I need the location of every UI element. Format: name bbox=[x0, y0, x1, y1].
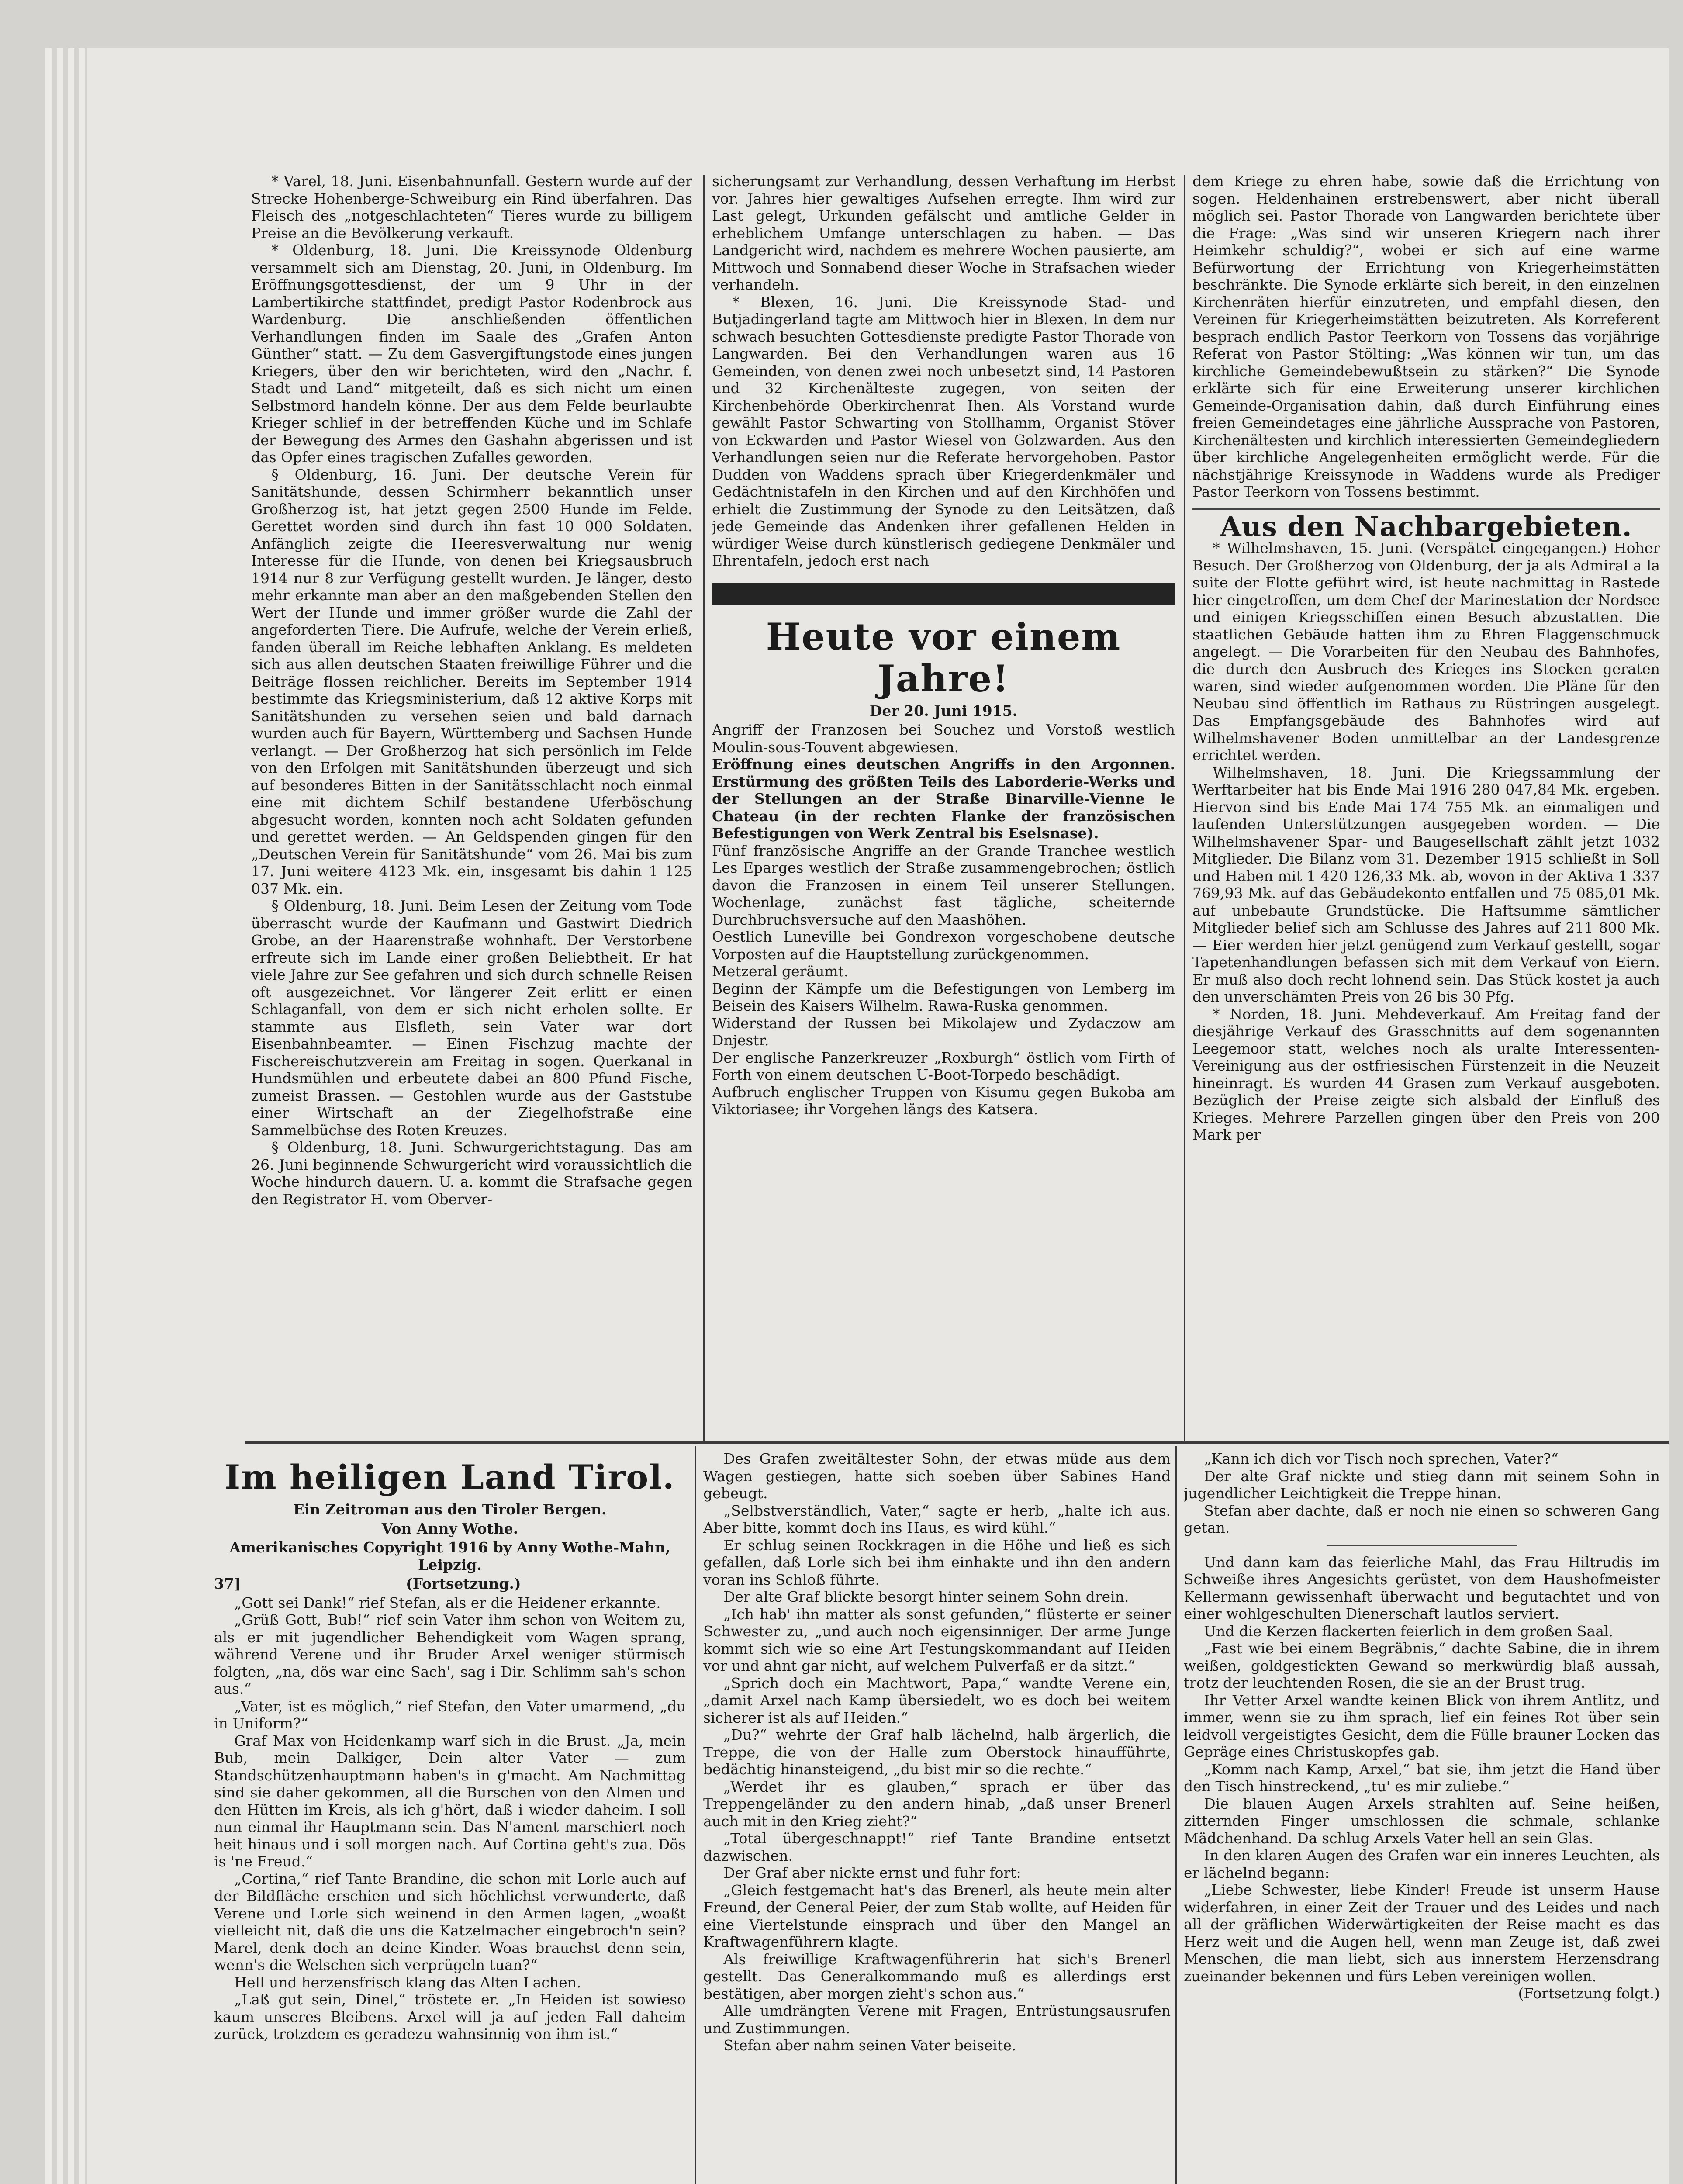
heute-item: Beginn der Kämpfe um die Befestigungen von Lemberg im Beisein des Kaisers Wilhelm. Rawa-Ruska genommen. bbox=[712, 980, 1175, 1014]
news-column-2 bbox=[712, 173, 1175, 1435]
roman-para: Die blauen Augen Arxels strahlten auf. Seine heißen, zitternden Finger umschlossen die schmale, schlanke Mädchenhand. Da schlug Arxels Vater hell an sein Glas. bbox=[1184, 1795, 1660, 1847]
roman-para: Hell und herzensfrisch klang das Alten Lachen. bbox=[234, 1973, 581, 1991]
heute-title: Heute vor einem Jahre! bbox=[766, 615, 1121, 700]
roman-para: „Total übergeschnappt!“ rief Tante Brandine entsetzt dazwischen. bbox=[703, 1830, 1171, 1864]
roman-para: „Sprich doch ein Machtwort, Papa,“ wandte Verene ein, „damit Arxel nach Kamp übersiedelt, wo es doch bei weitem sicherer ist als auf Heiden.“ bbox=[703, 1674, 1171, 1726]
roman-para: Ihr Vetter Arxel wandte keinen Blick von ihrem Antlitz, und immer, wenn sie zu ihm sprach, lief ein feines Rot über sein leidvoll vergeistigtes Gesicht, dem die Fülle brauner Locken das Gepräge eines Christuskopfes gab. bbox=[1184, 1691, 1660, 1760]
roman-author: Von Anny Wothe. bbox=[381, 1520, 518, 1537]
roman-para: Alle umdrängten Verene mit Fragen, Entrüstungsausrufen und Zustimmungen. bbox=[703, 2002, 1171, 2037]
heute-item: Widerstand der Russen bei Mikolajew und Zydaczow am Dnjestr. bbox=[712, 1014, 1175, 1049]
page-edge bbox=[57, 48, 63, 2184]
roman-para: Und die Kerzen flackerten feierlich in dem großen Saal. bbox=[1204, 1622, 1614, 1640]
roman-para: „Komm nach Kamp, Arxel,“ bat sie, ihm jetzt die Hand über den Tisch hinstreckend, „tu' es mir zuliebe.“ bbox=[1184, 1760, 1660, 1795]
roman-para: In den klaren Augen des Grafen war ein inneres Leuchten, als er lächelnd begann: bbox=[1184, 1847, 1660, 1881]
roman-para: Und dann kam das feierliche Mahl, das Frau Hiltrudis im Schweiße ihres Angesichts gerüstet, von dem Haushofmeister Kellermann gewissenhaft überwacht und begutachtet und von einer wohlgeschulten Dienerschaft lautlos serviert. bbox=[1184, 1553, 1660, 1622]
roman-para: „Selbstverständlich, Vater,“ sagte er herb, „halte ich aus. Aber bitte, kommt doch ins Haus, es wird kühl.“ bbox=[703, 1502, 1171, 1536]
news-item: § Oldenburg, 18. Juni. Beim Lesen der Zeitung vom Tode überrascht wurde der Kaufmann und Gastwirt Diedrich Grobe, an der Haarenstraße wohnhaft. Der Verstorbene erfreute sich im Lande einer großen Beliebtheit. Er hat viele Jahre zur See gefahren und sich durch schnelle Reisen oft ausgezeichnet. Vor längerer Zeit erlitt er einen Schlaganfall, von dem er sich nicht erholen sollte. Er stammte aus Elsfleth, sein Vater war dort Eisenbahnbeamter. — Einen Fischzug machte der Fischereischutzverein am Freitag in sogen. Querkanal in Hundsmühlen und erbeutete dabei an 800 Pfund Fische, zumeist Brassen. — Gestohlen wurde aus der Gaststube einer Wirtschaft an der Ziegelhofstraße eine Sammelbüchse des Roten Kreuzes. bbox=[251, 897, 692, 1139]
roman-copyright: Amerikanisches Copyright 1916 by Anny Wothe-Mahn, Leipzig. bbox=[229, 1539, 670, 1573]
heute-item: Eröffnung eines deutschen Angriffs in den Argonnen. Erstürmung des größten Teils des Laborderie-Werks und der Stellungen an der Straße Binarville-Vienne le Chateau (in der rechten Flanke der französischen Befestigungen von Werk Zentral bis Eselsnase). bbox=[712, 756, 1175, 842]
news-item: * Wilhelmshaven, 15. Juni. (Verspätet eingegangen.) Hoher Besuch. Der Großherzog von Oldenburg, der ja als Admiral a la suite der Flotte geführt wird, ist heute nachmittag in Rastede hier eingetroffen, um dem Chef der Marinestation der Nordsee und einigen Kriegsschiffen einen Besuch abzustatten. Die staatlichen Gebäude hatten ihm zu Ehren Flaggenschmuck angelegt. — Die Vorarbeiten für den Neubau des Bahnhofes, die durch den Ausbruch des Krieges ins Stocken geraten waren, sind wieder aufgenommen worden. Die Pläne für den Neubau sind öffentlich im Rathaus zu Rüstringen ausgelegt. Das Empfangsgebäude des Bahnhofes wird auf Wilhelmshavener Boden unmittelbar an der Landesgrenze errichtet werden. bbox=[1192, 539, 1660, 764]
news-item: Wilhelmshaven, 18. Juni. Die Kriegssammlung der Werftarbeiter hat bis Ende Mai 1916 280 047,84 Mk. ergeben. Hiervon sind bis Ende Mai 174 755 Mk. an einmaligen und laufenden Unterstützungen ausgegeben worden. — Die Wilhelmshavener Spar- und Baugesellschaft zählt jetzt 1032 Mitglieder. Die Bilanz vom 31. Dezember 1915 schließt in Soll und Haben mit 1 420 126,33 Mk. ab, wovon in der Aktiva 1 337 769,93 Mk. auf das Gebäudekonto entfallen und 75 085,01 Mk. auf unbebaute Grundstücke. Die Haftsumme sämtlicher Mitglieder belief sich am Schlusse des Jahres auf 211 800 Mk. — Eier werden hier jetzt genügend zum Verkauf gestellt, sogar Tapetenhandlungen befassen sich mit dem Verkauf von Eiern. Er muß also doch recht lohnend sein. Das Stück kostet ja auch den unverschämten Preis von 26 bis 30 Pfg. bbox=[1192, 764, 1660, 1005]
roman-para: „Gott sei Dank!“ rief Stefan, als er die Heidener erkannte. bbox=[234, 1594, 661, 1611]
roman-para: „Fast wie bei einem Begräbnis,“ dachte Sabine, die in ihrem weißen, goldgestickten Gewand so merkwürdig blaß aussah, trotz der leuchtenden Rosen, die sie an der Brust trug. bbox=[1184, 1640, 1660, 1691]
roman-para: Des Grafen zweitältester Sohn, der etwas müde aus dem Wagen gestiegen, hatte sich soeben über Sabines Hand gebeugt. bbox=[703, 1450, 1171, 1502]
roman-para: Der alte Graf nickte und stieg dann mit seinem Sohn in jugendlicher Leichtigkeit die Treppe hinan. bbox=[1184, 1467, 1660, 1502]
news-item: § Oldenburg, 16. Juni. Der deutsche Verein für Sanitätshunde, dessen Schirmherr bekanntlich unser Großherzog ist, hat jetzt gegen 2500 Hunde im Felde. Gerettet worden sind durch ihn fast 10 000 Soldaten. Anfänglich zeigte die Heeresverwaltung nur wenig Interesse für die Hunde, von denen bei Kriegsausbruch 1914 nur 8 zur Verfügung gestellt wurden. Je länger, desto mehr erkannte man aber an den maßgebenden Stellen den Wert der Hunde und immer größer wurde die Zahl der angeforderten Tiere. Die Aufrufe, welche der Verein erließ, fanden überall im Reiche lebhaften Anklang. Es meldeten sich aus allen deutschen Staaten freiwillige Führer und die Beiträge flossen reichlicher. Bereits im September 1914 bestimmte das Kriegsministerium, daß 12 aktive Korps mit Sanitätshunden zu versehen seien und bald darnach wurden auch für Bayern, Württemberg und Sachsen Hunde verlangt. — Der Großherzog hat sich persönlich im Felde von den Erfolgen mit Sanitätshunden überzeugt und sich auf besonderes Bitten in der Sanitätsschlacht noch einmal eine mit dichtem Schilf bestandene Uferböschung abgesucht worden, konnten noch acht Soldaten gefunden und gerettet werden. — An Geldspenden gingen für den „Deutschen Verein für Sanitätshunde“ vom 26. Mai bis zum 17. Juni weitere 4123 Mk. ein, insgesamt bis dahin 1 125 037 Mk. ein. bbox=[251, 466, 692, 897]
roman-cont-line bbox=[214, 1575, 686, 1593]
roman-para: „Liebe Schwester, liebe Kinder! Freude ist unserm Hause widerfahren, in einer Zeit der Trauer und des Leides und nach all der gräflichen Widerwärtigkeiten der Reise macht es das Herz weit und die Augen hell, wenn man Zeuge ist, daß zwei Menschen, die man liebt, sich aus innerstem Herzensdrang zueinander bekennen und fürs Leben vereinigen wollen. bbox=[1184, 1881, 1660, 1985]
heute-item: Metzeral geräumt. bbox=[712, 963, 849, 980]
roman-para: „Cortina,“ rief Tante Brandine, die schon mit Lorle auch auf der Bildfläche erschien und sich höchlichst verwunderte, daß Verene und Lorle sich weinend in den Armen lagen, „woaßt vielleicht nit, daß die uns die Katzelmacher eingebroch'n sein? Marel, denk doch an deine Kinder. Woas brauchst denn sein, wenn's die Welschen sich verprügeln tuan?“ bbox=[214, 1870, 686, 1973]
heute-item: Fünf französische Angriffe an der Grande Tranchee westlich Les Eparges westlich der Straße zusammengebrochen; östlich davon die Franzosen in einem Teil unserer Stellungen. Wochenlage, zunächst fast tägliche, scheiternde Durchbruchsversuche auf den Maashöhen. bbox=[712, 842, 1175, 928]
page-edge bbox=[45, 48, 52, 2184]
roman-number: 37] bbox=[214, 1575, 241, 1592]
roman-column-2 bbox=[703, 1450, 1171, 2184]
heute-date: Der 20. Juni 1915. bbox=[869, 702, 1018, 719]
heute-item: Oestlich Luneville bei Gondrexon vorgeschobene deutsche Vorposten auf die Hauptstellung zurückgenommen. bbox=[712, 928, 1175, 963]
heute-item: Der englische Panzerkreuzer „Roxburgh“ östlich vom Firth of Forth von einem deutschen U-Boot-Torpedo beschädigt. bbox=[712, 1049, 1175, 1083]
heute-item: Aufbruch englischer Truppen von Kisumu gegen Bukoba am Viktoriasee; ihr Vorgehen längs des Katsera. bbox=[712, 1083, 1175, 1118]
column-rule bbox=[1184, 175, 1185, 1441]
roman-para: „Kann ich dich vor Tisch noch sprechen, Vater?“ bbox=[1204, 1450, 1559, 1467]
roman-para: „Du?“ wehrte der Graf halb lächelnd, halb ärgerlich, die Treppe, die von der Halle zum Oberstock hinaufführte, bedächtig hinansteigend, „du bist mir so die rechte.“ bbox=[703, 1726, 1171, 1778]
roman-para: Der Graf aber nickte ernst und fuhr fort: bbox=[723, 1864, 1021, 1881]
roman-para: „Grüß Gott, Bub!“ rief sein Vater ihm schon von Weitem zu, als er mit jugendlicher Behendigkeit vom Wagen sprang, während Verene und ihr Bruder Arxel weniger stürmisch folgten, „na, dös war eine Sach', sag i Dir. Schlimm sah's schon aus.“ bbox=[214, 1611, 686, 1697]
news-item: * Blexen, 16. Juni. Die Kreissynode Stad- und Butjadingerland tagte am Mittwoch hier in Blexen. In dem nur schwach besuchten Gottesdienste predigte Pastor Thorade von Langwarden. Bei den Verhandlungen waren aus 16 Gemeinden, von denen zwei noch unbesetzt sind, 14 Pastoren und 32 Kirchenälteste zugegen, von seiten der Kirchenbehörde Oberkirchenrat Ihen. Als Vorstand wurde gewählt Pastor Schwarting von Stollhamm, Organist Stöver von Eckwarden und Pastor Wiesel von Golzwarden. Aus den Verhandlungen seien nur die Referate hervorgehoben. Pastor Dudden von Waddens sprach über Kriegerdenkmäler und Gedächtnistafeln in den Kirchen und auf den Kirchhöfen und erhielt die Zustimmung der Synode zu den Leitsätzen, daß jede Gemeinde das Andenken ihrer gefallenen Helden in würdiger Weise durch künstlerisch gediegene Denkmäler und Ehrentafeln, jedoch erst nach bbox=[712, 293, 1175, 569]
roman-column-1 bbox=[214, 1450, 686, 2184]
roman-para: Der alte Graf blickte besorgt hinter seinem Sohn drein. bbox=[723, 1588, 1129, 1605]
news-item: § Oldenburg, 18. Juni. Schwurgerichtstagung. Das am 26. Juni beginnende Schwurgericht wird voraussichtlich die Woche hindurch dauern. U. a. kommt die Strafsache gegen den Registrator H. vom Oberver- bbox=[251, 1139, 692, 1208]
heute-item: Angriff der Franzosen bei Souchez und Vorstoß westlich Moulin-sous-Touvent abgewiesen. bbox=[712, 721, 1175, 756]
news-column-3 bbox=[1192, 173, 1660, 1435]
page-edge bbox=[68, 48, 74, 2184]
news-item: * Varel, 18. Juni. Eisenbahnunfall. Gestern wurde auf der Strecke Hohenberge-Schweiburg ein Rind überfahren. Das Fleisch des „notgeschlachteten“ Tieres wurde zu billigem Preise an die Bevölkerung verkauft. bbox=[251, 173, 692, 242]
section-rule bbox=[245, 1441, 1669, 1444]
divider bbox=[1327, 1545, 1517, 1546]
column-rule bbox=[1175, 1446, 1177, 2184]
roman-end: (Fortsetzung folgt.) bbox=[1518, 1985, 1660, 2002]
roman-column-3 bbox=[1184, 1450, 1660, 2184]
black-bar bbox=[712, 583, 1175, 605]
roman-continuation: (Fortsetzung.) bbox=[405, 1575, 521, 1592]
roman-para: Stefan aber dachte, daß er noch nie einen so schweren Gang getan. bbox=[1184, 1502, 1660, 1536]
roman-para: Graf Max von Heidenkamp warf sich in die Brust. „Ja, mein Bub, mein Dalkiger, Dein alter Vater — zum Standschützenhauptmann haben's in g'macht. Am Nachmittag sind sie daher gekommen, all die Burschen von den Almen und den Hütten im Kreis, als ich g'hört, daß i wieder daheim. I soll nun einmal ihr Hauptmann sein. Das N'ament marschiert noch heit hinaus und i soll morgen nach. Auf Cortina geht's zua. Dös is 'ne Freud.“ bbox=[214, 1732, 686, 1870]
news-item: * Oldenburg, 18. Juni. Die Kreissynode Oldenburg versammelt sich am Dienstag, 20. Juni, in Oldenburg. Im Eröffnungsgottesdienst, der um 9 Uhr in der Lambertikirche stattfindet, predigt Pastor Rodenbrock aus Wardenburg. Die anschließenden öffentlichen Verhandlungen finden im Saale des „Grafen Anton Günther“ statt. — Zu dem Gasvergiftungstode eines jungen Kriegers, über den wir berichteten, wird den „Nachr. f. Stadt und Land“ mitgeteilt, daß es sich nicht um einen Selbstmord handeln könne. Der aus dem Felde beurlaubte Krieger schlief in der betreffenden Küche und im Schlafe der Bewegung des Armes den Gashahn abgerissen und ist das Opfer eines tragischen Zufalles geworden. bbox=[251, 242, 692, 466]
roman-para: Er schlug seinen Rockkragen in die Höhe und ließ es sich gefallen, daß Lorle sich bei ihm einhakte und ihn den andern voran ins Schloß führte. bbox=[703, 1536, 1171, 1588]
roman-para: „Vater, ist es möglich,“ rief Stefan, den Vater umarmend, „du in Uniform?“ bbox=[214, 1697, 686, 1732]
news-item: sicherungsamt zur Verhandlung, dessen Verhaftung im Herbst vor. Jahres hier gewaltiges Aufsehen erregte. Ihm wird zur Last gelegt, Urkunden gefälscht und amtliche Gelder in erheblichem Umfange unterschlagen zu haben. — Das Landgericht wird, nachdem es mehrere Wochen pausierte, am Mittwoch und Sonnabend dieser Woche in Strafsachen wieder verhandeln. bbox=[712, 173, 1175, 293]
roman-para: Stefan aber nahm seinen Vater beiseite. bbox=[723, 2037, 1016, 2054]
divider bbox=[1192, 508, 1660, 510]
roman-para: „Gleich festgemacht hat's das Brenerl, als heute mein alter Freund, der General Peier, der zum Stab wollte, auf Heiden für eine Viertelstunde einsprach und über den Mangel an Kraftwagenführern klagte. bbox=[703, 1881, 1171, 1950]
roman-subtitle: Ein Zeitroman aus den Tiroler Bergen. bbox=[293, 1501, 607, 1518]
column-rule bbox=[703, 175, 705, 1441]
roman-para: Als freiwillige Kraftwagenführerin hat sich's Brenerl gestellt. Das Generalkommando muß es allerdings erst bestätigen, aber morgen zieht's schon aus.“ bbox=[703, 1950, 1171, 2002]
news-column-1 bbox=[251, 173, 692, 1435]
news-item: dem Kriege zu ehren habe, sowie daß die Errichtung von sogen. Heldenhainen erstrebenswert, aber nicht überall möglich sei. Pastor Thorade von Langwarden berichtete über die Frage: „Was sind wir unseren Kriegern nach ihrer Heimkehr schuldig?“, wobei er sich auf eine warme Befürwortung der Errichtung von Kriegerheimstätten beschränkte. Die Synode erklärte sich bereit, in den einzelnen Kirchenräten hierfür einzutreten, und empfahl diesen, den Vereinen für Kriegerheimstätten beizutreten. Als Korreferent besprach endlich Pastor Teerkorn von Tossens das vorjährige Referat von Pastor Stölting: „Was können wir tun, um das kirchliche Gemeindebewußtsein zu stärken?“ Die Synode erklärte sich für eine Erweiterung unserer kirchlichen Gemeinde-Organisation dahin, daß durch Einführung eines freien Gemeindetages eine jährliche Aussprache von Pastoren, Kirchenältesten und kirchlich interessierten Gemeindegliedern über kirchliche Angelegenheiten ermöglicht werde. Für die nächstjährige Kreissynode in Waddens wurde als Prediger Pastor Teerkorn von Tossens bestimmt. bbox=[1192, 173, 1660, 500]
roman-para: „Ich hab' ihn matter als sonst gefunden,“ flüsterte er seiner Schwester zu, „und auch noch eigensinniger. Der arme Junge kommt sich wie so eine Art Festungskommandant auf Heiden vor und ahnt gar nicht, auf welchem Pulverfaß er da sitzt.“ bbox=[703, 1605, 1171, 1674]
roman-para: „Werdet ihr es glauben,“ sprach er über das Treppengeländer zu den andern hinab, „daß unser Brenerl auch mit in den Krieg zieht?“ bbox=[703, 1778, 1171, 1830]
page-edge bbox=[79, 48, 85, 2184]
column-rule bbox=[695, 1446, 696, 2184]
nachbar-heading: Aus den Nachbargebieten. bbox=[1220, 510, 1632, 543]
roman-title: Im heiligen Land Tirol. bbox=[225, 1458, 675, 1496]
roman-para: „Laß gut sein, Dinel,“ tröstete er. „In Heiden ist sowieso kaum unseres Bleibens. Arxel will ja auf jeden Fall daheim zurück, trotzdem es geradezu wahnsinnig von ihm ist.“ bbox=[214, 1991, 686, 2042]
news-item: * Norden, 18. Juni. Mehdeverkauf. Am Freitag fand der diesjährige Verkauf des Grasschnitts auf dem sogenannten Leegemoor statt, welches noch als uralte Interessenten-Vereinigung aus der ostfriesischen Fürstenzeit in die Neuzeit hineinragt. Es wurden 44 Grasen zum Verkauf ausgeboten. Bezüglich der Preise zeigte sich alsbald der Einfluß des Krieges. Mehrere Parzellen gingen über den Preis von 200 Mark per bbox=[1192, 1005, 1660, 1143]
